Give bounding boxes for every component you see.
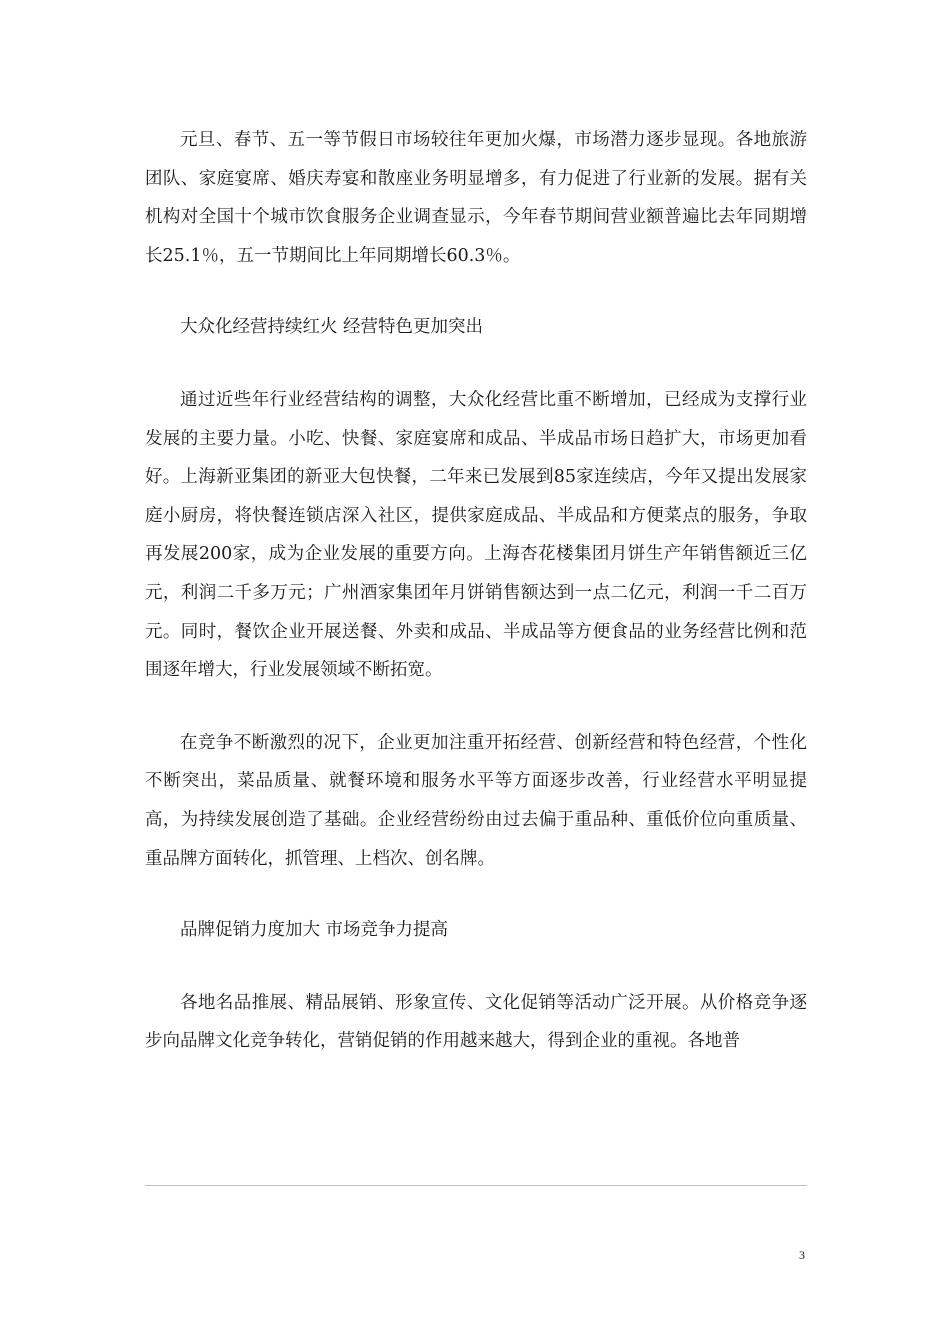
section-heading-brand-promotion: 品牌促销力度加大 市场竞争力提高 — [180, 920, 449, 941]
paragraph-competition: 在竞争不断激烈的况下，企业更加注重开拓经营、创新经营和特色经营，个性化不断突出，菜品质量、就餐环境和服务水平等方面逐步改善，行业经营水平明显提高，为持续发展创造了基础。企业经营纷纷由过去偏于重品种、重低价位向重质量、重品牌方面转化，抓管理、上档次、创名牌。 — [145, 732, 807, 869]
section-heading-mass-market: 大众化经营持续红火 经营特色更加突出 — [180, 317, 484, 338]
page-number: 3 — [799, 1248, 805, 1262]
footer-divider — [145, 1185, 807, 1186]
paragraph-brand-promotion: 各地名品推展、精品展销、形象宣传、文化促销等活动广泛开展。从价格竞争逐步向品牌文化竞争转化，营销促销的作用越来越大，得到企业的重视。各地普 — [145, 992, 807, 1052]
paragraph-holiday-market: 元旦、春节、五一等节假日市场较往年更加火爆，市场潜力逐步显现。各地旅游团队、家庭宴席、婚庆寿宴和散座业务明显增多，有力促进了行业新的发展。据有关机构对全国十个城市饮食服务企业调查显示，今年春节期间营业额普遍比去年同期增长25.1％，五一节期间比上年同期增长60.3％。 — [145, 130, 807, 266]
document-body — [145, 121, 807, 1061]
paragraph-mass-market: 通过近些年行业经营结构的调整，大众化经营比重不断增加，已经成为支撑行业发展的主要力量。小吃、快餐、家庭宴席和成品、半成品市场日趋扩大，市场更加看好。上海新亚集团的新亚大包快餐，二年来已发展到85家连续店，今年又提出发展家庭小厨房，将快餐连锁店深入社区，提供家庭成品、半成品和方便菜点的服务，争取再发展200家，成为企业发展的重要方向。上海杏花楼集团月饼生产年销售额近三亿元，利润二千多万元；广州酒家集团年月饼销售额达到一点二亿元，利润一千二百万元。同时，餐饮企业开展送餐、外卖和成品、半成品等方便食品的业务经营比例和范围逐年增大，行业发展领域不断拓宽。 — [145, 389, 807, 681]
